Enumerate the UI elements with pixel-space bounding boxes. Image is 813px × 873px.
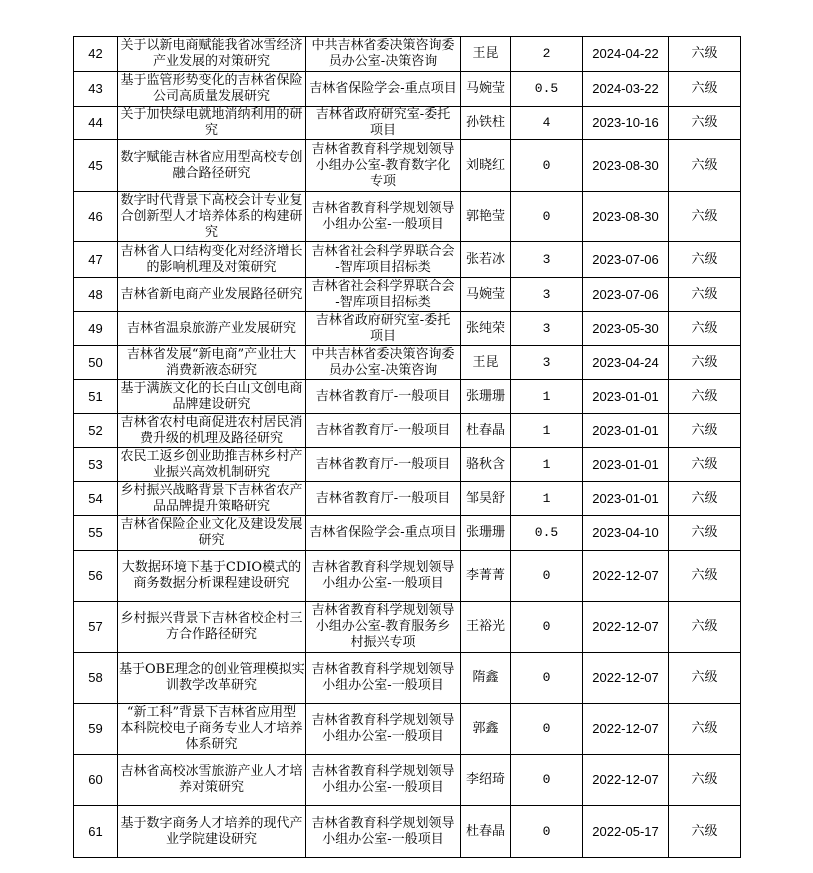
table-row	[74, 312, 741, 346]
project-source	[306, 704, 461, 755]
project-title-line: 业振兴高效机制研究	[152, 464, 270, 480]
project-title-line: 的影响机理及对策研究	[146, 259, 277, 275]
project-source-line: 小组办公室-一般项目	[322, 729, 444, 744]
project-source	[306, 346, 461, 380]
row-number: 55	[74, 516, 118, 551]
project-source-line: 小组办公室-一般项目	[322, 831, 444, 847]
project-level: 六级	[669, 414, 741, 448]
project-leader: 李菁菁	[461, 551, 511, 602]
project-level: 六级	[669, 140, 741, 192]
table-row	[74, 278, 741, 312]
project-leader: 骆秋含	[461, 448, 511, 482]
project-source	[306, 72, 461, 107]
project-date: 2023-08-30	[583, 192, 669, 242]
project-title	[118, 414, 306, 448]
project-source	[306, 278, 461, 312]
project-title-line: 消费新液态研究	[165, 362, 257, 378]
project-level: 六级	[669, 242, 741, 278]
project-title-line: 合创新型人才培养体系的构建研	[120, 208, 303, 224]
project-source-line: 吉林省教育科学规划领导	[311, 200, 455, 216]
project-title	[118, 755, 306, 806]
row-number: 61	[74, 806, 118, 858]
project-source-line: 吉林省教育科学规划领导	[311, 713, 455, 728]
project-amount: 3	[511, 346, 583, 380]
project-source	[306, 380, 461, 414]
project-date: 2023-04-24	[583, 346, 669, 380]
table-row	[74, 37, 741, 72]
project-source-line: 吉林省教育科学规划领导	[311, 764, 455, 779]
project-level: 六级	[669, 806, 741, 858]
project-source	[306, 192, 461, 242]
project-amount: 1	[511, 448, 583, 482]
project-source-line: 中共吉林省委决策咨询委	[311, 38, 455, 53]
project-date: 2023-07-06	[583, 278, 669, 312]
project-title	[118, 346, 306, 380]
project-title-line: 公司高质量发展研究	[152, 89, 270, 104]
table-row	[74, 192, 741, 242]
project-leader: 孙铁柱	[461, 107, 511, 140]
row-number: 45	[74, 140, 118, 192]
project-source	[306, 551, 461, 602]
project-title	[118, 380, 306, 414]
row-number: 52	[74, 414, 118, 448]
project-title	[118, 806, 306, 858]
project-source-line: 小组办公室-一般项目	[322, 780, 444, 795]
project-source-line: 吉林省教育厅-一般项目	[315, 422, 451, 438]
project-date: 2023-01-01	[583, 482, 669, 516]
project-leader: 隋鑫	[461, 653, 511, 704]
project-title-line: 基于满族文化的长白山文创电商	[120, 380, 303, 396]
project-amount: 0	[511, 653, 583, 704]
project-title-line: 吉林省人口结构变化对经济增长	[120, 243, 303, 259]
project-date: 2022-12-07	[583, 551, 669, 602]
project-level: 六级	[669, 482, 741, 516]
row-number: 43	[74, 72, 118, 107]
project-date: 2022-05-17	[583, 806, 669, 858]
table-row	[74, 107, 741, 140]
project-leader: 王裕光	[461, 602, 511, 653]
project-title-line: 究	[204, 123, 218, 138]
table-row	[74, 380, 741, 414]
project-amount: 0	[511, 755, 583, 806]
project-source-line: 小组办公室-一般项目	[322, 576, 444, 591]
project-amount: 3	[511, 278, 583, 312]
project-title-line: 研究	[198, 533, 225, 548]
project-title-line: 业学院建设研究	[165, 831, 257, 847]
project-source-line: 吉林省教育厅-一般项目	[315, 456, 451, 472]
project-title	[118, 107, 306, 140]
project-level: 六级	[669, 346, 741, 380]
project-title	[118, 704, 306, 755]
project-leader: 王昆	[461, 37, 511, 72]
project-source-line: 员办公室-决策咨询	[328, 362, 438, 378]
project-leader: 王昆	[461, 346, 511, 380]
table-row	[74, 140, 741, 192]
project-amount: 2	[511, 37, 583, 72]
project-leader: 郭鑫	[461, 704, 511, 755]
project-source-line: 吉林省教育科学规划领导	[311, 141, 455, 157]
project-amount: 0	[511, 704, 583, 755]
project-title-line: “新工科”背景下吉林省应用型	[126, 705, 297, 720]
project-source-line: 项目	[369, 328, 396, 344]
row-number: 50	[74, 346, 118, 380]
project-source	[306, 107, 461, 140]
project-date: 2023-05-30	[583, 312, 669, 346]
row-number: 57	[74, 602, 118, 653]
project-title	[118, 448, 306, 482]
project-title	[118, 516, 306, 551]
project-level: 六级	[669, 755, 741, 806]
project-title	[118, 278, 306, 312]
project-title-line: 吉林省高校冰雪旅游产业人才培	[120, 764, 303, 779]
project-source-line: 吉林省保险学会-重点项目	[309, 81, 457, 96]
project-source-line: 吉林省政府研究室-委托	[315, 107, 451, 122]
project-leader: 邹昊舒	[461, 482, 511, 516]
project-amount: 3	[511, 312, 583, 346]
project-title-line: 关于加快绿电就地消纳利用的研	[120, 107, 303, 122]
row-number: 59	[74, 704, 118, 755]
project-level: 六级	[669, 704, 741, 755]
project-amount: 1	[511, 380, 583, 414]
project-title-line: 数字时代背景下高校会计专业复	[120, 192, 303, 208]
project-date: 2022-12-07	[583, 755, 669, 806]
project-source	[306, 242, 461, 278]
project-level: 六级	[669, 602, 741, 653]
project-date: 2022-12-07	[583, 653, 669, 704]
row-number: 51	[74, 380, 118, 414]
project-title	[118, 312, 306, 346]
project-title-line: 乡村振兴战略背景下吉林省农产	[120, 482, 303, 498]
project-source	[306, 755, 461, 806]
project-date: 2023-01-01	[583, 380, 669, 414]
project-date: 2024-04-22	[583, 37, 669, 72]
project-title-line: 养对策研究	[178, 780, 244, 795]
project-source	[306, 482, 461, 516]
project-title-line: 品牌建设研究	[172, 396, 251, 412]
row-number: 53	[74, 448, 118, 482]
project-date: 2023-01-01	[583, 448, 669, 482]
project-source	[306, 653, 461, 704]
project-source-line: -智库项目招标类	[335, 259, 431, 275]
project-title	[118, 192, 306, 242]
row-number: 48	[74, 278, 118, 312]
project-title-line: 吉林省农村电商促进农村居民消	[120, 414, 303, 430]
project-date: 2024-03-22	[583, 72, 669, 107]
project-amount: 1	[511, 414, 583, 448]
project-amount: 0	[511, 551, 583, 602]
project-title	[118, 72, 306, 107]
project-source-line: 小组办公室-教育数字化	[315, 157, 451, 173]
project-source-line: 吉林省教育厅-一般项目	[315, 388, 451, 404]
project-source-line: 员办公室-决策咨询	[328, 54, 438, 69]
project-level: 六级	[669, 107, 741, 140]
project-source-line: 吉林省教育科学规划领导	[311, 662, 455, 677]
project-level: 六级	[669, 72, 741, 107]
project-title	[118, 551, 306, 602]
project-title-line: 农民工返乡创业助推吉林乡村产	[120, 448, 303, 464]
project-source-line: 吉林省教育厅-一般项目	[315, 490, 451, 506]
project-source-line: 吉林省教育科学规划领导	[311, 815, 455, 831]
project-title	[118, 140, 306, 192]
project-source	[306, 602, 461, 653]
project-source-line: 吉林省教育科学规划领导	[311, 560, 455, 575]
project-title-line: 方合作路径研究	[165, 627, 257, 642]
table-row	[74, 516, 741, 551]
row-number: 47	[74, 242, 118, 278]
project-amount: 0	[511, 140, 583, 192]
project-leader: 刘晓红	[461, 140, 511, 192]
project-source	[306, 37, 461, 72]
row-number: 56	[74, 551, 118, 602]
table-row	[74, 414, 741, 448]
project-source-line: 中共吉林省委决策咨询委	[311, 346, 455, 362]
project-title-line: 品品牌提升策略研究	[152, 498, 270, 514]
project-table-body	[74, 37, 741, 858]
project-title-line: 吉林省发展“新电商”产业壮大	[126, 346, 297, 362]
row-number: 46	[74, 192, 118, 242]
project-source-line: 吉林省教育科学规划领导	[311, 603, 455, 618]
project-title-line: 商务数据分析课程建设研究	[133, 576, 290, 591]
project-title	[118, 602, 306, 653]
table-row	[74, 242, 741, 278]
project-table	[73, 36, 741, 858]
project-title-line: 大数据环境下基于CDIO模式的	[121, 560, 302, 575]
project-title-line: 费升级的机理及路径研究	[139, 430, 283, 446]
project-amount: 3	[511, 242, 583, 278]
table-row	[74, 482, 741, 516]
table-row	[74, 704, 741, 755]
project-amount: 0	[511, 806, 583, 858]
project-level: 六级	[669, 448, 741, 482]
project-source-line: 吉林省政府研究室-委托	[315, 312, 451, 328]
project-leader: 郭艳莹	[461, 192, 511, 242]
project-source-line: 吉林省保险学会-重点项目	[309, 525, 457, 540]
project-title-line: 乡村振兴背景下吉林省校企村三	[120, 611, 303, 626]
project-title-line: 吉林省温泉旅游产业发展研究	[126, 320, 296, 336]
project-title-line: 基于数字商务人才培养的现代产	[120, 815, 303, 831]
table-row	[74, 653, 741, 704]
project-title-line: 基于监管形势变化的吉林省保险	[120, 73, 303, 88]
project-amount: 1	[511, 482, 583, 516]
project-date: 2023-10-16	[583, 107, 669, 140]
table-row	[74, 448, 741, 482]
project-title	[118, 482, 306, 516]
project-title	[118, 242, 306, 278]
project-source-line: 项目	[369, 123, 396, 138]
project-amount: 0	[511, 192, 583, 242]
project-level: 六级	[669, 37, 741, 72]
project-title-line: 基于OBE理念的创业管理模拟实	[119, 662, 305, 677]
table-row	[74, 806, 741, 858]
project-source	[306, 448, 461, 482]
project-leader: 杜春晶	[461, 806, 511, 858]
project-leader: 张纯荣	[461, 312, 511, 346]
project-leader: 张珊珊	[461, 516, 511, 551]
project-source-line: 吉林省社会科学界联合会	[311, 243, 455, 259]
table-row	[74, 346, 741, 380]
project-date: 2023-08-30	[583, 140, 669, 192]
project-level: 六级	[669, 278, 741, 312]
project-level: 六级	[669, 653, 741, 704]
project-title	[118, 653, 306, 704]
table-row	[74, 755, 741, 806]
project-source	[306, 414, 461, 448]
row-number: 42	[74, 37, 118, 72]
project-date: 2023-04-10	[583, 516, 669, 551]
project-source-line: 吉林省社会科学界联合会	[311, 278, 455, 294]
project-date: 2022-12-07	[583, 602, 669, 653]
project-date: 2022-12-07	[583, 704, 669, 755]
project-level: 六级	[669, 551, 741, 602]
project-date: 2023-01-01	[583, 414, 669, 448]
project-amount: 4	[511, 107, 583, 140]
project-level: 六级	[669, 380, 741, 414]
row-number: 58	[74, 653, 118, 704]
table-row	[74, 551, 741, 602]
project-title-line: 究	[204, 224, 218, 240]
project-title-line: 体系研究	[185, 737, 238, 752]
project-source-line: 小组办公室-一般项目	[322, 216, 444, 232]
project-source-line: -智库项目招标类	[335, 294, 431, 310]
project-source	[306, 806, 461, 858]
project-title-line: 关于以新电商赋能我省冰雪经济	[120, 38, 303, 53]
project-leader: 张若冰	[461, 242, 511, 278]
project-title-line: 训教学改革研究	[165, 678, 257, 693]
project-source	[306, 140, 461, 192]
project-leader: 马婉莹	[461, 278, 511, 312]
project-leader: 马婉莹	[461, 72, 511, 107]
project-date: 2023-07-06	[583, 242, 669, 278]
project-source-line: 小组办公室-一般项目	[322, 678, 444, 693]
project-title-line: 吉林省新电商产业发展路径研究	[120, 286, 303, 302]
table-row	[74, 602, 741, 653]
project-leader: 张珊珊	[461, 380, 511, 414]
row-number: 49	[74, 312, 118, 346]
project-amount: 0	[511, 602, 583, 653]
row-number: 44	[74, 107, 118, 140]
project-title-line: 本科院校电子商务专业人才培养	[120, 721, 303, 736]
project-title-line: 吉林省保险企业文化及建设发展	[120, 517, 303, 532]
project-source-line: 专项	[369, 173, 396, 189]
project-amount: 0.5	[511, 72, 583, 107]
project-level: 六级	[669, 312, 741, 346]
row-number: 54	[74, 482, 118, 516]
project-leader: 李绍琦	[461, 755, 511, 806]
project-leader: 杜春晶	[461, 414, 511, 448]
project-title-line: 数字赋能吉林省应用型高校专创	[120, 149, 303, 165]
project-amount: 0.5	[511, 516, 583, 551]
project-source	[306, 312, 461, 346]
project-source-line: 村振兴专项	[350, 635, 416, 650]
project-source-line: 小组办公室-教育服务乡	[315, 619, 451, 634]
project-title-line: 产业发展的对策研究	[152, 54, 270, 69]
project-source	[306, 516, 461, 551]
project-title	[118, 37, 306, 72]
project-title-line: 融合路径研究	[172, 165, 251, 181]
table-row	[74, 72, 741, 107]
project-level: 六级	[669, 516, 741, 551]
row-number: 60	[74, 755, 118, 806]
project-level: 六级	[669, 192, 741, 242]
